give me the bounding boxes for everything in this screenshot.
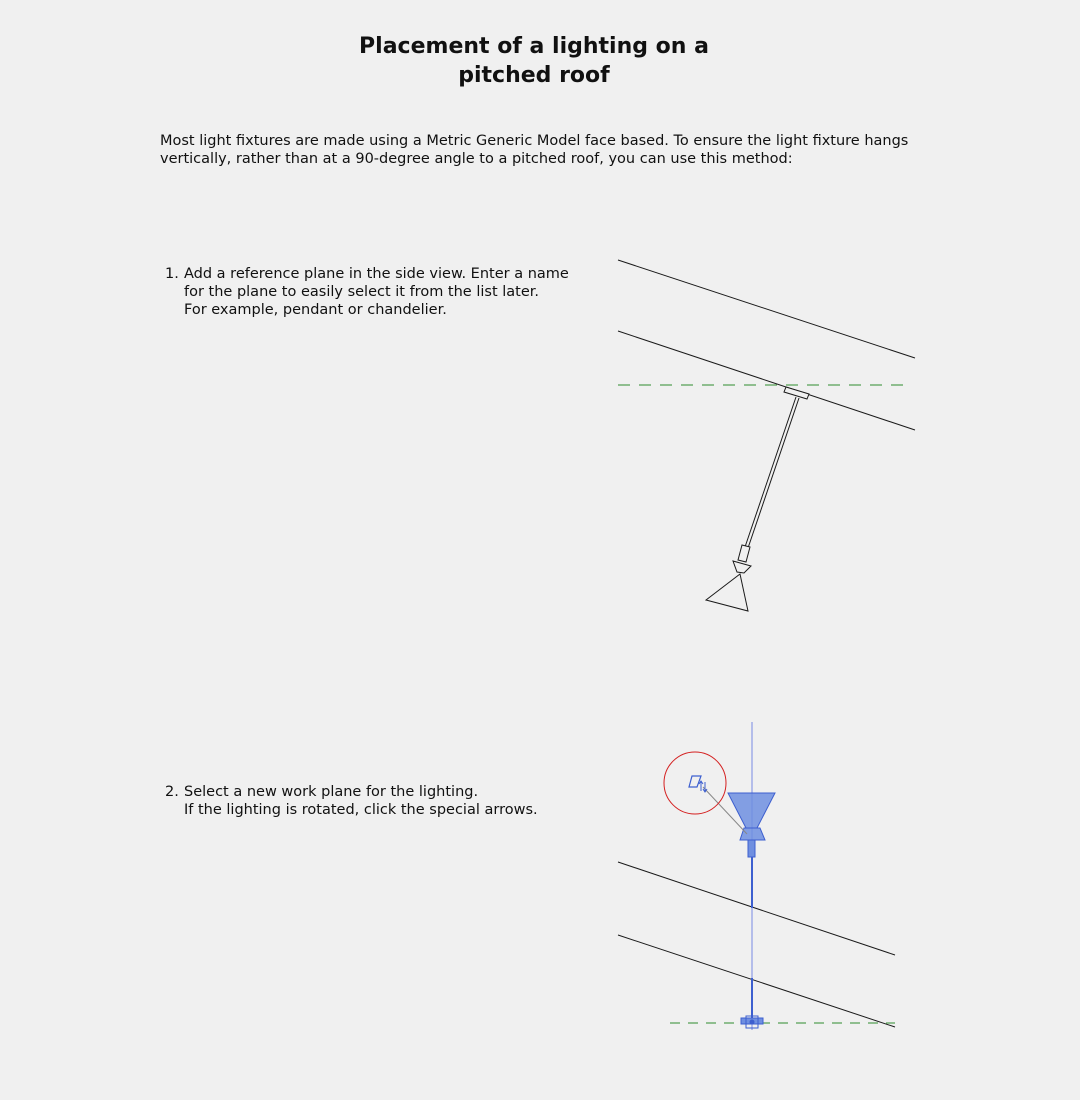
ceiling-mount-plate [784, 387, 809, 399]
step-1-line-1: Add a reference plane in the side view. Enter a name [184, 266, 569, 282]
intro-line-1: Most light fixtures are made using a Metric Generic Model face based. To ensure the light fixture hangs [160, 133, 909, 149]
highlight-circle [664, 752, 726, 814]
pendant-cord [745, 397, 796, 547]
step-2-number: 2. [165, 784, 179, 800]
roof-top-line [618, 260, 915, 358]
roof-bottom-line [618, 935, 895, 1027]
figure-side-view-pendant [615, 250, 920, 620]
pendant-cord-inner [748, 398, 799, 548]
step-2-line-1: Select a new work plane for the lighting. [184, 784, 479, 800]
title-line-1: Placement of a lighting on a [359, 34, 709, 59]
step-1 [165, 265, 585, 325]
lamp-socket [738, 545, 750, 562]
step-1-line-3: For example, pendant or chandelier. [184, 302, 447, 318]
roof-bottom-line [618, 331, 915, 430]
step-2-line-2: If the lighting is rotated, click the special arrows. [184, 802, 538, 818]
figure-vertical-pendant [615, 715, 905, 1035]
lamp-socket [748, 840, 755, 857]
lamp-shade [728, 793, 775, 828]
page-title [0, 32, 1068, 90]
flip-workplane-arrows-icon[interactable] [689, 776, 707, 792]
roof-top-line [618, 862, 895, 955]
step-1-text [184, 265, 569, 319]
step-1-number: 1. [165, 266, 179, 282]
lamp-neck [733, 561, 751, 573]
step-2 [165, 783, 585, 823]
step-2-text [184, 783, 538, 819]
lamp-shade [706, 574, 748, 611]
intro-line-2: vertically, rather than at a 90-degree angle to a pitched roof, you can use this method: [160, 151, 793, 167]
title-line-2: pitched roof [458, 63, 610, 88]
intro-paragraph [160, 132, 940, 168]
step-1-line-2: for the plane to easily select it from the list later. [184, 284, 540, 300]
